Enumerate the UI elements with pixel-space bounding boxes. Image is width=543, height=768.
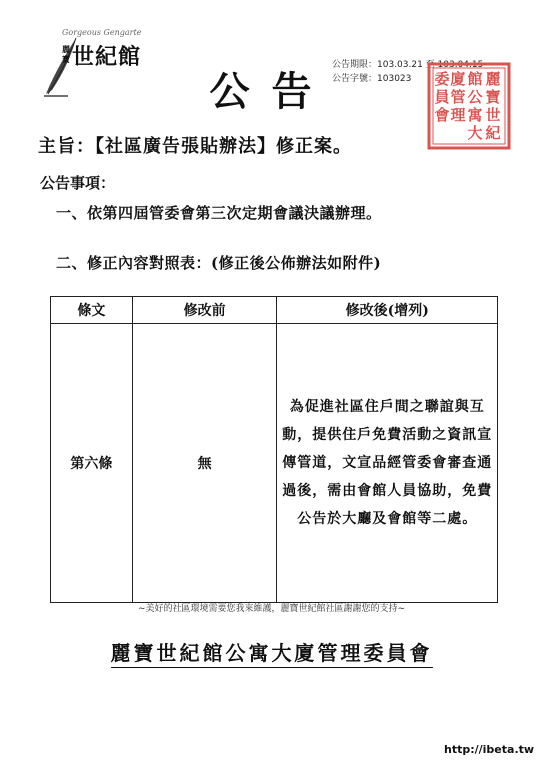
logo-script-text: Gorgeous Gengarte — [62, 28, 142, 37]
seal-char: 公 — [467, 88, 483, 106]
committee-name: 麗寶世紀館公寓大廈管理委員會 — [111, 641, 433, 668]
header-article: 條文 — [51, 297, 133, 324]
seal-char: 館 — [467, 70, 483, 88]
notice-number-label: 公告字號： — [332, 74, 378, 84]
watermark-url: http://ibeta.tw — [444, 743, 535, 756]
header-after: 修改後(增列) — [277, 297, 498, 324]
seal-char: 委 — [434, 70, 450, 88]
notice-number — [332, 71, 411, 84]
seal-char: 廈 — [450, 70, 466, 88]
seal-char: 紀 — [485, 124, 501, 142]
seal-char: 員 — [434, 88, 450, 106]
notice-period-label: 公告期限： — [332, 60, 378, 70]
seal-char: 麗 — [485, 70, 501, 88]
notice-period-value: 103.03.21 至 103.04.15 — [377, 60, 484, 70]
cell-after: 為促進社區住戶間之聯誼與互動，提供住戶免費活動之資訊宣傳管道，文宣品經管委會審查通過後，需由會館人員協助，免費公告於大廳及會館等二處。 — [277, 324, 498, 603]
table-row — [51, 324, 498, 603]
footer-note: ~美好的社區環境需要您我來維護，麗寶世紀館社區謝謝您的支持~ — [137, 604, 406, 614]
official-seal-stamp — [427, 62, 511, 150]
notice-number-value: 103023 — [377, 74, 412, 84]
cell-article: 第六條 — [51, 324, 133, 603]
seal-char: 寶 — [485, 88, 501, 106]
seal-char: 寓 — [467, 106, 483, 124]
seal-char: 管 — [450, 88, 466, 106]
comparison-table — [50, 296, 498, 603]
notice-item-2: 二、修正內容對照表：(修正後公佈辦法如附件) — [56, 254, 382, 272]
seal-char: 會 — [434, 106, 450, 124]
notice-item-1: 一、依第四屆管委會第三次定期會議決議辦理。 — [56, 204, 382, 222]
seal-char: 世 — [485, 106, 501, 124]
table-header-row — [51, 297, 498, 324]
seal-char: 大 — [467, 124, 483, 142]
notice-items-label: 公告事項： — [40, 174, 116, 192]
page-title: 公告 — [209, 68, 334, 115]
subject-line: 主旨：【社區廣告張貼辦法】修正案。 — [38, 136, 352, 157]
logo-name: 世紀館 — [72, 44, 142, 70]
logo-small-text: 麗寶 — [62, 44, 70, 64]
cell-before: 無 — [132, 324, 277, 603]
seal-char: 理 — [450, 106, 466, 124]
header-before: 修改前 — [132, 297, 277, 324]
committee-signature — [0, 637, 543, 666]
